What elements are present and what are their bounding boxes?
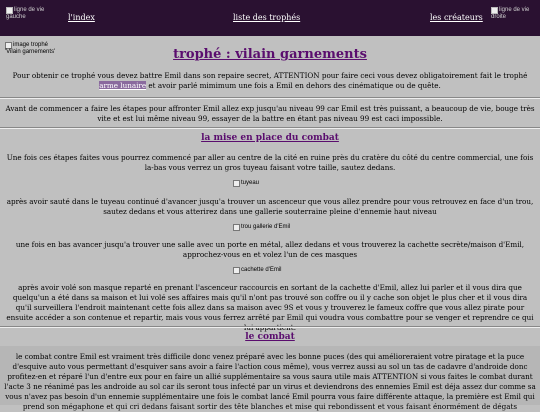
cachette-image	[233, 267, 282, 274]
setup-paragraph-3: une fois en bas avancer jusqu'a trouver une salle avec un porte en métal, allez dedans et vous trouverez la cachette secrète/maison d'Emil, approchez-vous en et volez l'un de ces masques	[15, 240, 525, 259]
trou-gallerie-image-alt: trou gallerie d'Emil	[241, 224, 291, 230]
broken-image-icon	[233, 180, 240, 187]
setup-paragraph-2: après avoir sauté dans le tuyeau continué d'avancer jusqu'a trouver un ascenceur que vous allez prendre pour vous retrouvez en face d'un trou, sautez dedans et vous atterirez dans une gallerie souterraine pleine d'ennemie haut niveau	[6, 197, 534, 216]
broken-image-icon	[233, 224, 240, 231]
broken-image-icon	[491, 7, 498, 14]
divider	[0, 97, 540, 99]
tuyeau-image-alt: tuyeau	[241, 180, 260, 186]
divider	[0, 326, 540, 328]
trophy-image-alt: image trophé 'Vilain garnements'	[5, 42, 56, 55]
broken-image-icon	[233, 267, 240, 274]
cachette-image-alt: cachette d'Emil	[241, 267, 282, 273]
intro-text-start: Pour obtenir ce trophé vous devez battre Emil dans son repaire secret, ATTENTION pour faire ceci vous devez obligatoirement fait le trophé	[12, 71, 528, 80]
combat-section	[0, 346, 540, 411]
page-title: trophé : vilain garnements	[173, 47, 367, 62]
left-banner-alt: ligne de vie gauche	[6, 7, 45, 20]
section-title-combat: le combat	[245, 332, 295, 342]
combat-paragraph: le combat contre Emil est vraiment très difficile donc venez préparé avec les bonne puces (des qui amélioreraient votre piratage et la puce d'esquive auto vous permettant d'esquiver sans avoir a faire l'action cous même), vous verrez aussi au sol un tas de cadavre d'androide donc profitez-en et réparé l'un d'entre eux pour en faire un allié supplémentaire sa vous saura utile mais ATTENTION si vous faites le combat durant l'acte 3 ne réanimé pas les androide au sol car ils seront tous infecté par un virus et deviendrons des ennemies Emil est déja assez dur comme sa vous n'avez pas besoin d'un ennemie supplémentaire une fois le combat lancé Emil pourra vous faire différente attaque, la première est Emil qui prend son mégaphone et qui cri dedans faisant sortir des tête blanches et mise qui rebondissent et vous faisant énormément de dégats	[4, 352, 536, 411]
setup-paragraph-4: après avoir volé son masque reparté en prenant l'ascenceur raccourcis en sortant de la cachette d'Emil, allez lui parler et il vous dira que quelqu'un a été dans sa maison et lui volé ses affaires mais qu'il n'ont pas trouvé son coffre ou il y cache son objet le plus cher et il vous dira qu'il surveillera l'endroit maintenant cette fois allez dans sa maison avec 9S et vous y trouverez le fameux coffre que vous allez pirate pour ensuite accéder a son contenue et repartir, mais vous vous ferrez arrêté par Emil qui voudra vous combattre pour se venger et reprendre ce qui	[6, 283, 534, 322]
broken-image-icon	[6, 7, 13, 14]
right-banner-alt: ligne de vie droite	[491, 7, 530, 20]
intro-text	[4, 71, 536, 91]
trou-gallerie-image	[233, 224, 290, 231]
left-banner-image	[6, 7, 50, 20]
warning-text: Avant de commencer a faire les étapes pour affronter Emil allez exp jusqu'au niveau 99 car Emil est très puissant, a beaucoup de vie, bouge très vite et est lui même niveau 99, essayer de la battre en étant pas niveau 99 est caci impossible.	[5, 104, 535, 123]
nav-link-index[interactable]: l'index	[68, 13, 95, 22]
divider	[0, 127, 540, 129]
nav-link-creators[interactable]: les créateurs	[430, 13, 483, 22]
top-navigation-bar	[0, 0, 540, 36]
right-banner-image	[491, 7, 537, 20]
tuyeau-image	[233, 180, 259, 187]
intro-text-end: et avoir parlé mimimum une fois a Emil en dehors des cinématique ou de quête.	[146, 81, 441, 90]
arme-lunaire-link[interactable]: arme lunaire	[99, 81, 147, 90]
section-title-setup: la mise en place du combat	[201, 133, 339, 143]
nav-link-trophy-list[interactable]: liste des trophés	[233, 13, 301, 22]
setup-paragraph-1: Une fois ces étapes faites vous pourrez commencé par aller au centre de la cité en ruine près du cratère du côté du centre commercial, une fois la-bas vous verrez un gros tuyeau faisant votre taille, sautez dedans.	[6, 153, 534, 172]
